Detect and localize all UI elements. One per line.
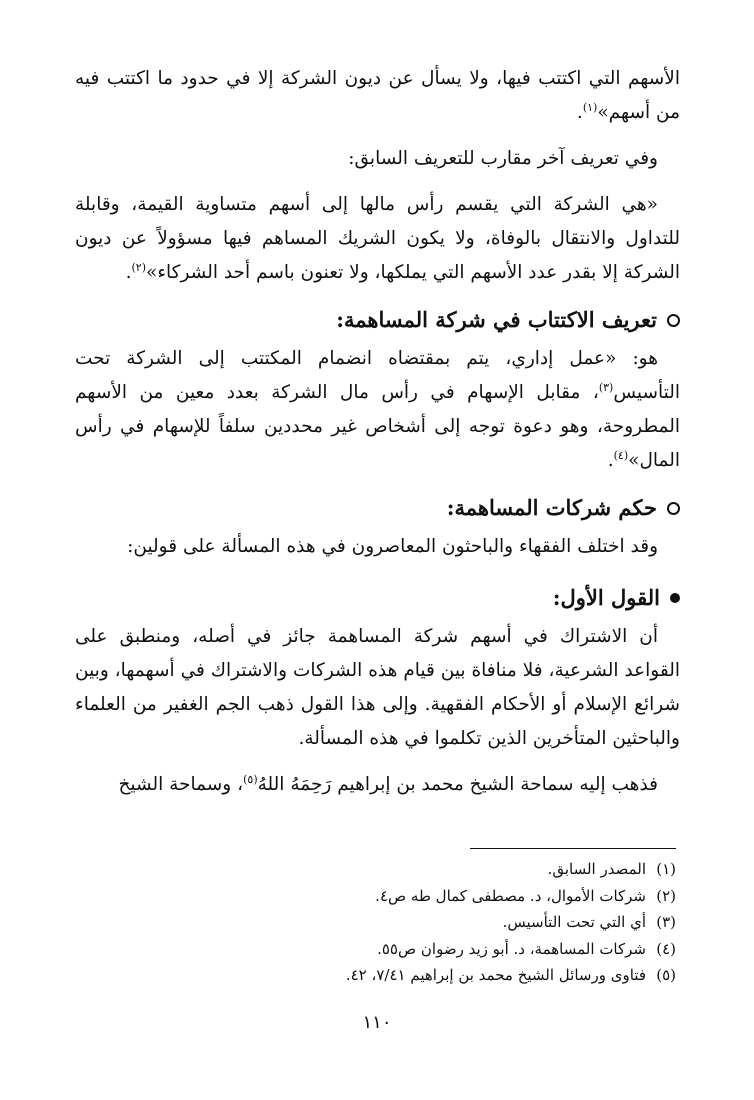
paragraph-1-text: الأسهم التي اكتتب فيها، ولا يسأل عن ديون الشركة إلا في حدود ما اكتتب فيه من أسهم» xyxy=(75,68,680,123)
footnote-divider xyxy=(470,848,676,849)
footnote-number: (٥) xyxy=(656,966,676,984)
paragraph-4 xyxy=(75,342,680,478)
paragraph-6: أن الاشتراك في أسهم شركة المساهمة جائز في أصله، ومنطبق على القواعد الشرعية، فلا منافاة بين قيام هذه الشركات والاشتراك في أسهمها، وبين شرائع الإسلام أو الأحكام الفقهية. وإلى هذا القول ذهب الجم الغفير من العلماء والباحثين المتأخرين الذين تكلموا في هذه المسألة. xyxy=(75,626,680,749)
footnote-text: أي التي تحت التأسيس. xyxy=(502,913,646,931)
paragraph-4-text-a: هو: «عمل إداري، يتم بمقتضاه انضمام المكتتب إلى الشركة تحت التأسيس xyxy=(75,348,680,403)
circle-bullet-icon xyxy=(667,314,680,327)
paragraph-3-text: «هي الشركة التي يقسم رأس مالها إلى أسهم متساوية القيمة، وقابلة للتداول والانتقال بالوفاة، ولا يكون الشريك المساهم فيها مسؤولاً عن ديون الشركة إلا بقدر عدد الأسهم التي يملكها، ولا تعنون باسم أحد الشركاء» xyxy=(75,194,680,283)
footnote-number: (٣) xyxy=(656,913,676,931)
heading-1-text: تعريف الاكتتاب في شركة المساهمة: xyxy=(336,307,657,332)
footnote-ref-1[interactable]: (١) xyxy=(582,101,598,114)
footnote-text: فتاوى ورسائل الشيخ محمد بن إبراهيم ٧/٤١، ٤٢. xyxy=(345,966,646,984)
paragraph-3 xyxy=(75,188,680,290)
paragraph-1-end: . xyxy=(576,102,583,123)
paragraph-7 xyxy=(75,768,680,802)
heading-2-text: حكم شركات المساهمة: xyxy=(446,495,657,520)
footnote-text: شركات المساهمة، د. أبو زيد رضوان ص٥٥. xyxy=(377,939,646,958)
heading-first-opinion xyxy=(75,580,680,616)
footnote-text: شركات الأموال، د. مصطفى كمال طه ص٤. xyxy=(375,886,646,905)
heading-ruling xyxy=(75,490,680,526)
paragraph-5: وقد اختلف الفقهاء والباحثون المعاصرون في هذه المسألة على قولين: xyxy=(127,536,658,557)
footnote-item xyxy=(75,856,676,883)
paragraph-2: وفي تعريف آخر مقارب للتعريف السابق: xyxy=(348,148,658,169)
paragraph-4-text-b: ، مقابل الإسهام في رأس مال الشركة بعدد معين من الأسهم المطروحة، وهو دعوة توجه إلى أشخاص غير محددين سلفاً للإسهام في رأس المال» xyxy=(75,382,680,471)
page-body xyxy=(75,62,680,802)
heading-subscription-definition xyxy=(75,302,680,338)
filled-bullet-icon xyxy=(670,593,680,603)
footnote-ref-2[interactable]: (٢) xyxy=(131,261,147,274)
heading-3-text: القول الأول: xyxy=(552,585,660,610)
footnote-number: (٤) xyxy=(656,939,676,958)
footnote-number: (٢) xyxy=(656,886,676,905)
page-number: ١١٠ xyxy=(362,1012,392,1033)
footnotes xyxy=(75,856,676,989)
footnote-ref-4[interactable]: (٤) xyxy=(613,449,629,462)
footnote-item xyxy=(75,936,676,963)
paragraph-7-text-b: ، وسماحة الشيخ xyxy=(118,774,244,795)
paragraph-7-text-a: فذهب إليه سماحة الشيخ محمد بن إبراهيم رَحِمَهُ اللهُ xyxy=(257,774,658,795)
footnote-item xyxy=(75,962,676,989)
footnote-number: (١) xyxy=(656,860,676,878)
paragraph-4-end: . xyxy=(607,450,614,471)
circle-bullet-icon xyxy=(667,502,680,515)
footnote-ref-3[interactable]: (٣) xyxy=(598,381,614,394)
paragraph-1 xyxy=(75,62,680,130)
footnote-text: المصدر السابق. xyxy=(547,860,646,878)
footnote-item xyxy=(75,909,676,936)
footnote-ref-5[interactable]: (٥) xyxy=(243,773,258,786)
footnote-item xyxy=(75,883,676,910)
paragraph-3-end: . xyxy=(125,262,132,283)
